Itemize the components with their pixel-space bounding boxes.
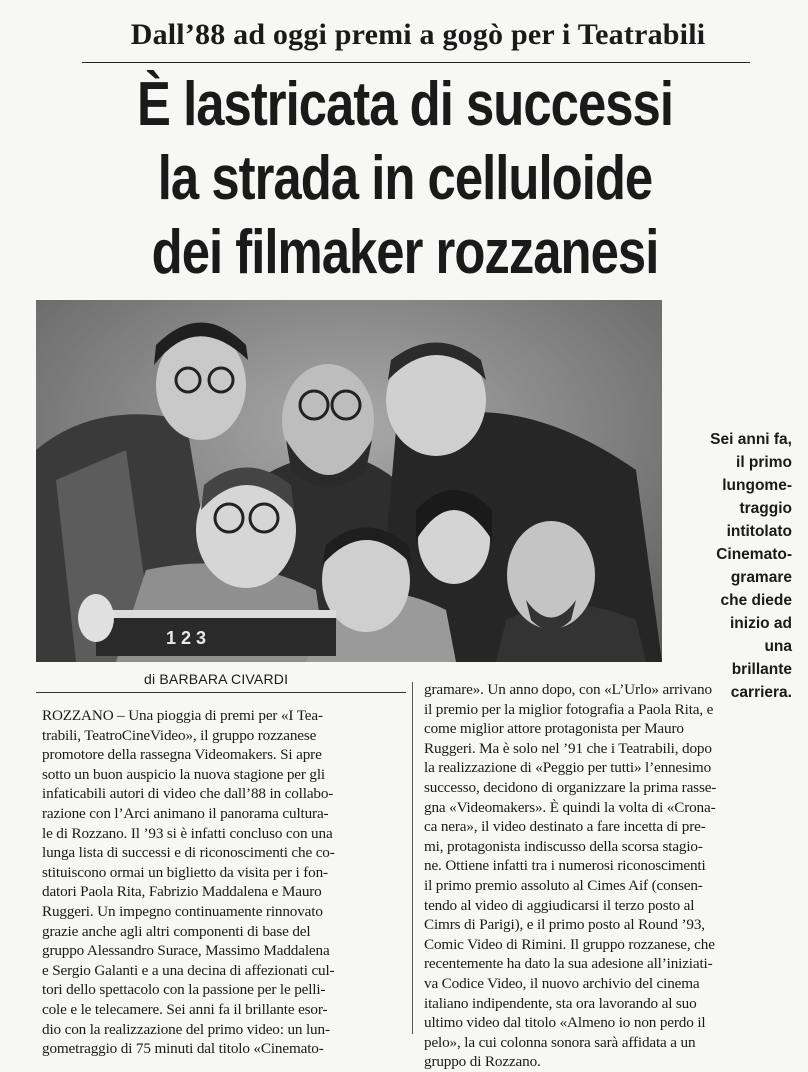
body-line: ROZZANO – Una pioggia di premi per «I Tea- — [42, 707, 323, 724]
body-line: trabili, TeatroCineVideo», il gruppo rozzanese — [42, 726, 317, 744]
byline: di BARBARA CIVARDI — [144, 671, 289, 687]
headline-line-2: la strada in celluloide — [157, 144, 653, 213]
caption-line: brillante — [731, 661, 792, 678]
body-line: va Codice Video, il nuovo archivio del cinema — [424, 974, 700, 992]
body-line: gramare». Un anno dopo, con «L’Urlo» arrivano — [424, 681, 712, 698]
body-line: e Sergio Galanti e a una decina di affezionati cul- — [42, 961, 335, 979]
body-column-left — [42, 706, 404, 1059]
body-line: recentemente ha dato la sua adesione all’iniziati- — [424, 955, 713, 973]
caption-line: una — [764, 638, 792, 655]
body-line: italiano indipendente, sta ora lavorando al suo — [424, 994, 697, 1012]
article-kicker: Dall’88 ad oggi premi a gogò per i Teatrabili — [130, 18, 706, 51]
column-divider — [412, 682, 413, 1034]
caption-line: carriera. — [730, 684, 792, 701]
kicker-underline — [82, 62, 750, 63]
body-line: razione con l’Arci animano il panorama cultura- — [42, 804, 329, 822]
body-line: tori dello spettacolo con la passione per le pelli- — [42, 981, 326, 999]
body-line: il primo premio assoluto al Cimes Aif (consen- — [424, 876, 703, 894]
photo-caption — [670, 428, 792, 704]
body-line: pelo», la cui colonna sonora sarà affidata a un — [424, 1033, 696, 1051]
caption-line: il primo — [736, 454, 792, 471]
body-line: gruppo di Rozzano. — [424, 1053, 541, 1071]
body-line: ca nera», il video destinato a fare incetta di pre- — [424, 818, 706, 836]
body-line: Ruggeri. Un impegno continuamente rinnovato — [42, 902, 323, 920]
body-line: datori Paola Rita, Fabrizio Maddalena e Mauro — [42, 883, 322, 901]
group-photo — [36, 300, 662, 662]
headline-line-1: È lastricata di successi — [137, 70, 673, 139]
body-column-right — [424, 680, 794, 1072]
body-line: Cimrs di Parigi), e il primo posto al Round ’93, — [424, 916, 705, 934]
body-line: come miglior attore protagonista per Mauro — [424, 720, 684, 738]
headline-line-3: dei filmaker rozzanesi — [151, 218, 659, 287]
caption-line: traggio — [739, 500, 792, 517]
body-line: lunga lista di successi e di riconoscimenti che co- — [42, 844, 335, 862]
body-line: successo, decidono di organizzare la prima rasse- — [424, 778, 717, 796]
body-line: ultimo video dal titolo «Almeno io non perdo il — [424, 1014, 706, 1032]
body-line: mi, protagonista indiscusso della scorsa stagio- — [424, 837, 703, 855]
body-line: sotto un buon auspicio la nuova stagione per gli — [42, 765, 326, 783]
body-line: gna «Videomakers». È quindi la volta di «Crona- — [424, 798, 716, 816]
byline-rule — [36, 692, 406, 693]
body-line: grazie anche agli altri componenti di base del — [42, 922, 311, 940]
body-line: il premio per la miglior fotografia a Paola Rita, e — [424, 700, 714, 718]
caption-line: inizio ad — [730, 615, 792, 632]
body-line: dio con la realizzazione del primo video: un lun- — [42, 1020, 330, 1038]
caption-line: intitolato — [726, 523, 792, 540]
body-line: Comic Video di Rimini. Il gruppo rozzanese, che — [424, 935, 715, 953]
body-line: tendo al video di aggiudicarsi il terzo posto al — [424, 896, 695, 914]
body-line: gruppo Alessandro Surace, Massimo Maddalena — [42, 942, 330, 960]
body-line: gometraggio di 75 minuti dal titolo «Cinemato- — [42, 1040, 324, 1058]
body-line: le di Rozzano. Il ’93 si è infatti concluso con una — [42, 824, 333, 842]
caption-line: gramare — [730, 569, 792, 586]
body-line: la realizzazione di «Peggio per tutti» l’ennesimo — [424, 759, 712, 777]
body-line: infaticabili autori di video che dall’88 in collabo- — [42, 785, 334, 803]
caption-line: che diede — [720, 592, 792, 609]
body-line: Ruggeri. Ma è solo nel ’91 che i Teatrabili, dopo — [424, 739, 712, 757]
body-line: cole e le telecamere. Sei anni fa il brillante esor- — [42, 1000, 328, 1018]
caption-line: lungome- — [722, 477, 792, 494]
body-line: ne. Ottiene infatti tra i numerosi riconoscimenti — [424, 857, 706, 875]
body-line: stituiscono ormai un biglietto da visita per i fon- — [42, 863, 328, 881]
body-line: promotore della rassegna Videomakers. Si apre — [42, 746, 322, 764]
caption-line: Cinemato- — [716, 546, 792, 563]
caption-line: Sei anni fa, — [710, 431, 792, 448]
clapper-board-text: 1 2 3 — [166, 628, 207, 648]
article-headline — [89, 68, 720, 290]
